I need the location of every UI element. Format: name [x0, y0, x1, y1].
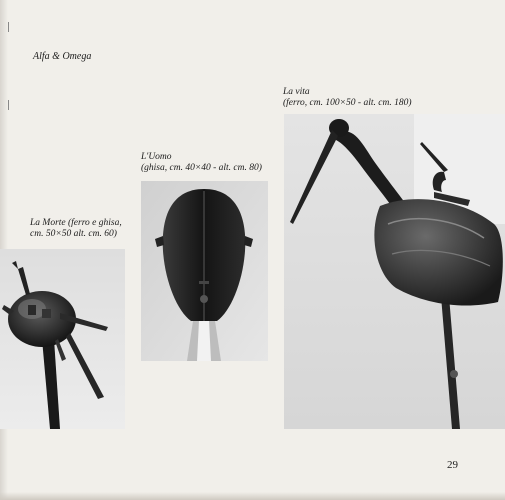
caption-detail: cm. 50×50 alt. cm. 60) [30, 229, 117, 239]
caption-title: La Morte (ferro e ghisa, [30, 218, 122, 228]
page-number: 29 [447, 459, 458, 471]
sculpture-la-morte-image [0, 249, 125, 429]
sculpture-l-uomo-image [141, 181, 268, 361]
crop-mark [8, 100, 9, 110]
caption-title: L'Uomo [141, 152, 172, 162]
photo-la-vita [284, 114, 505, 429]
page-edge [0, 492, 505, 500]
photo-l-uomo [141, 181, 268, 361]
caption-la-vita [283, 87, 463, 109]
crop-mark [8, 22, 9, 32]
section-title: Alfa & Omega [33, 51, 92, 62]
caption-l-uomo [141, 152, 291, 174]
photo-la-morte [0, 249, 125, 429]
caption-detail: (ferro, cm. 100×50 - alt. cm. 180) [283, 98, 412, 108]
caption-title: La vita [283, 87, 310, 97]
caption-detail: (ghisa, cm. 40×40 - alt. cm. 80) [141, 163, 262, 173]
sculpture-la-vita-image [284, 114, 505, 429]
